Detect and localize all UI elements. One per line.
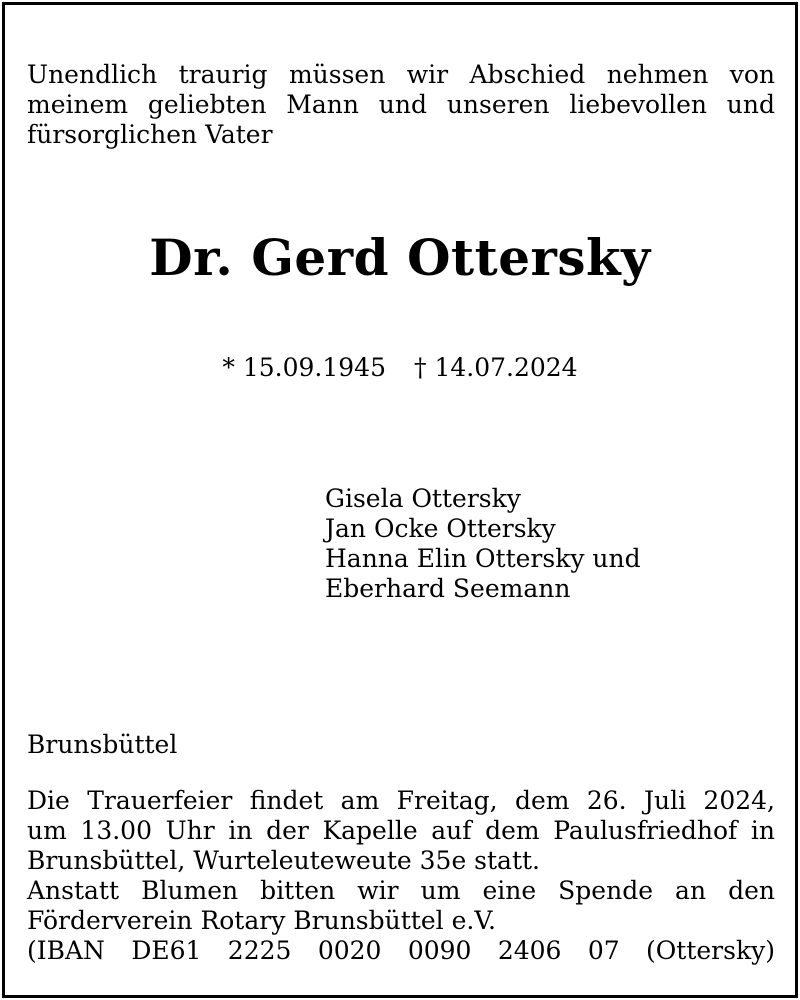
notice-line: Anstatt Blumen bitten wir um eine Spende an den bbox=[27, 876, 775, 905]
family-member: Jan Ocke Ottersky bbox=[325, 514, 556, 543]
family-members bbox=[325, 484, 641, 604]
life-dates bbox=[0, 352, 800, 384]
intro-text bbox=[27, 60, 775, 150]
family-member: Hanna Elin Ottersky und bbox=[325, 544, 641, 573]
place-name: Brunsbüttel bbox=[27, 730, 178, 759]
notice-line: Brunsbüttel, Wurteleuteweute 35e statt. bbox=[27, 846, 541, 875]
family-member: Eberhard Seemann bbox=[325, 574, 571, 603]
death-date: † 14.07.2024 bbox=[414, 353, 578, 382]
notice-line: (IBAN DE61 2225 0020 0090 2406 07 (Ottersky) bbox=[27, 936, 775, 965]
notice-line: Förderverein Rotary Brunsbüttel e.V. bbox=[27, 906, 496, 935]
notice-line: um 13.00 Uhr in der Kapelle auf dem Paulusfriedhof in bbox=[27, 816, 775, 845]
deceased-name: Dr. Gerd Ottersky bbox=[149, 228, 651, 287]
intro-line: fürsorglichen Vater bbox=[27, 120, 273, 149]
birth-date: * 15.09.1945 bbox=[222, 353, 386, 382]
family-member: Gisela Ottersky bbox=[325, 484, 521, 513]
intro-line: Unendlich traurig müssen wir Abschied nehmen von bbox=[27, 60, 775, 89]
notice-line: Die Trauerfeier findet am Freitag, dem 26. Juli 2024, bbox=[27, 786, 775, 815]
intro-line: meinem geliebten Mann und unseren liebevollen und bbox=[27, 90, 775, 119]
funeral-notice bbox=[27, 786, 775, 966]
